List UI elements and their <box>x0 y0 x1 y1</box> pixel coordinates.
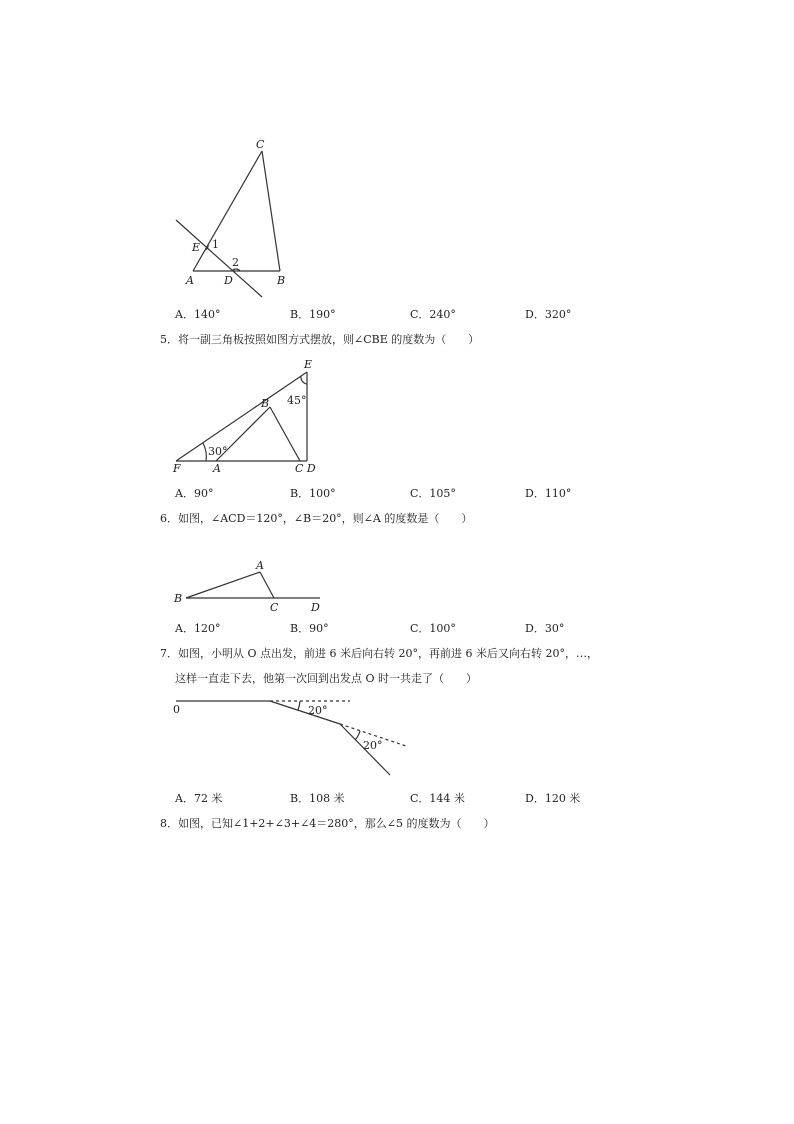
q7-question-line2: 这样一直走下去，他第一次回到出发点 O 时一共走了（ ） <box>175 672 478 685</box>
q5-question: 5．将一副三角板按照如图方式摆放，则∠CBE 的度数为（ ） <box>160 333 480 346</box>
q6-option-b[interactable]: B．90° <box>290 622 329 635</box>
q6-question: 6．如图，∠ACD＝120°，∠B＝20°，则∠A 的度数是（ ） <box>160 512 473 525</box>
q5-option-c[interactable]: C．105° <box>410 487 456 500</box>
q6-label-a: A <box>256 559 264 572</box>
q5-option-d[interactable]: D．110° <box>525 487 572 500</box>
q7-angle1-arc <box>298 701 300 710</box>
q7-option-d[interactable]: D．120 米 <box>525 792 581 805</box>
q8-question: 8．如图，已知∠1+2+∠3+∠4＝280°，那么∠5 的度数为（ ） <box>160 817 495 830</box>
q4-option-a[interactable]: A．140° <box>175 308 221 321</box>
q4-option-d[interactable]: D．320° <box>525 308 572 321</box>
q5-label-f: F <box>173 462 181 475</box>
q5-label-a: A <box>213 462 221 475</box>
q5-option-a[interactable]: A．90° <box>175 487 214 500</box>
q4-label-e: E <box>192 241 201 254</box>
q4-label-b: B <box>277 274 286 287</box>
q6-label-c: C <box>270 601 279 614</box>
q7-option-b[interactable]: B．108 米 <box>290 792 345 805</box>
q4-label-c: C <box>256 138 265 151</box>
q5-label-45: 45° <box>287 394 307 407</box>
q7-question-line1: 7．如图，小明从 O 点出发，前进 6 米后向右转 20°，再前进 6 米后又向右转 20°，…， <box>160 647 598 660</box>
q6-option-c[interactable]: C．100° <box>410 622 456 635</box>
q4-label-1: 1 <box>212 238 219 251</box>
q4-label-a: A <box>186 274 194 287</box>
q4-option-b[interactable]: B．190° <box>290 308 336 321</box>
q7-label-o: 0 <box>173 703 180 716</box>
q7-segment-2 <box>270 701 340 724</box>
q6-option-d[interactable]: D．30° <box>525 622 565 635</box>
q7-label-angle2: 20° <box>363 739 383 752</box>
q5-label-b: B <box>261 397 270 410</box>
q6-label-b: B <box>174 592 183 605</box>
q5-label-30: 30° <box>208 445 228 458</box>
q4-label-2: 2 <box>232 256 239 269</box>
q6-option-a[interactable]: A．120° <box>175 622 221 635</box>
q6-label-d: D <box>311 601 320 614</box>
q7-option-a[interactable]: A．72 米 <box>175 792 223 805</box>
q4-label-d: D <box>224 274 233 287</box>
q5-option-b[interactable]: B．100° <box>290 487 336 500</box>
q7-angle2-arc <box>355 731 360 740</box>
q5-label-e: E <box>304 358 313 371</box>
q5-label-cd: C D <box>295 462 316 475</box>
q4-option-c[interactable]: C．240° <box>410 308 456 321</box>
q7-label-angle1: 20° <box>308 704 328 717</box>
q7-option-c[interactable]: C．144 米 <box>410 792 465 805</box>
